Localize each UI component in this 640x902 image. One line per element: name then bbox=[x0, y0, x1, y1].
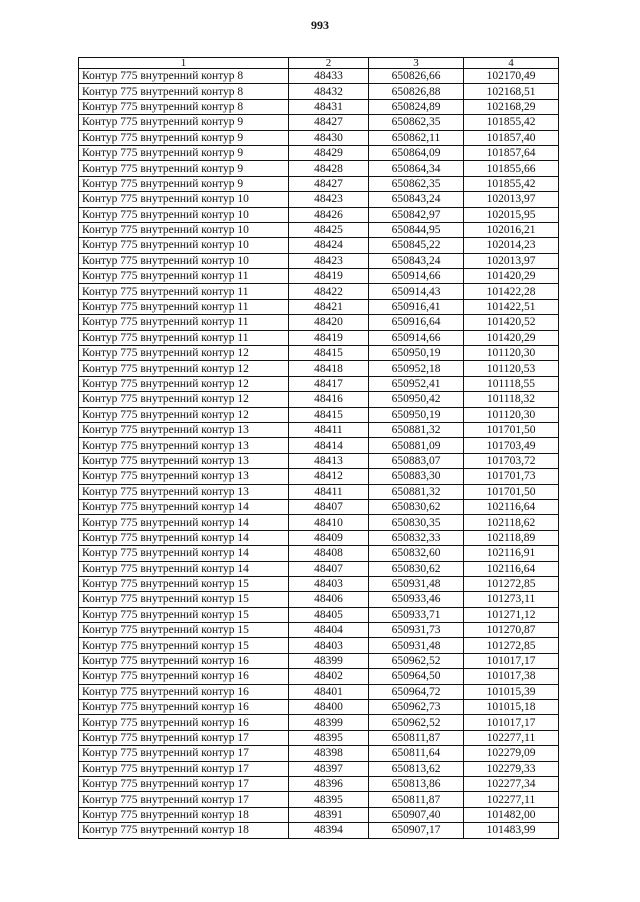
y-coordinate-cell: 102170,49 bbox=[464, 69, 559, 84]
y-coordinate-cell: 101701,50 bbox=[464, 422, 559, 437]
x-coordinate-cell: 650832,33 bbox=[369, 530, 464, 545]
x-coordinate-cell: 650813,62 bbox=[369, 761, 464, 776]
x-coordinate-cell: 650962,52 bbox=[369, 715, 464, 730]
x-coordinate-cell: 650811,64 bbox=[369, 746, 464, 761]
point-id-cell: 48399 bbox=[289, 715, 369, 730]
x-coordinate-cell: 650883,07 bbox=[369, 453, 464, 468]
y-coordinate-cell: 102168,51 bbox=[464, 84, 559, 99]
contour-name-cell: Контур 775 внутренний контур 9 bbox=[79, 130, 289, 145]
x-coordinate-cell: 650907,40 bbox=[369, 807, 464, 822]
point-id-cell: 48432 bbox=[289, 84, 369, 99]
point-id-cell: 48426 bbox=[289, 207, 369, 222]
table-row bbox=[79, 238, 559, 253]
table-row bbox=[79, 515, 559, 530]
point-id-cell: 48408 bbox=[289, 546, 369, 561]
contour-name-cell: Контур 775 внутренний контур 11 bbox=[79, 299, 289, 314]
x-coordinate-cell: 650964,50 bbox=[369, 669, 464, 684]
x-coordinate-cell: 650843,24 bbox=[369, 253, 464, 268]
table-row bbox=[79, 361, 559, 376]
x-coordinate-cell: 650933,46 bbox=[369, 592, 464, 607]
x-coordinate-cell: 650864,34 bbox=[369, 161, 464, 176]
point-id-cell: 48415 bbox=[289, 407, 369, 422]
y-coordinate-cell: 102013,97 bbox=[464, 192, 559, 207]
y-coordinate-cell: 101420,29 bbox=[464, 330, 559, 345]
point-id-cell: 48402 bbox=[289, 669, 369, 684]
x-coordinate-cell: 650914,66 bbox=[369, 330, 464, 345]
x-coordinate-cell: 650931,48 bbox=[369, 638, 464, 653]
x-coordinate-cell: 650843,24 bbox=[369, 192, 464, 207]
y-coordinate-cell: 101855,66 bbox=[464, 161, 559, 176]
point-id-cell: 48395 bbox=[289, 730, 369, 745]
x-coordinate-cell: 650916,64 bbox=[369, 315, 464, 330]
contour-name-cell: Контур 775 внутренний контур 9 bbox=[79, 115, 289, 130]
table-row bbox=[79, 130, 559, 145]
y-coordinate-cell: 102118,62 bbox=[464, 515, 559, 530]
contour-name-cell: Контур 775 внутренний контур 15 bbox=[79, 623, 289, 638]
contour-name-cell: Контур 775 внутренний контур 9 bbox=[79, 176, 289, 191]
point-id-cell: 48417 bbox=[289, 376, 369, 391]
table-row bbox=[79, 84, 559, 99]
point-id-cell: 48420 bbox=[289, 315, 369, 330]
point-id-cell: 48400 bbox=[289, 700, 369, 715]
table-row bbox=[79, 638, 559, 653]
point-id-cell: 48399 bbox=[289, 653, 369, 668]
contour-name-cell: Контур 775 внутренний контур 10 bbox=[79, 253, 289, 268]
x-coordinate-cell: 650883,30 bbox=[369, 469, 464, 484]
table-row bbox=[79, 792, 559, 807]
y-coordinate-cell: 102016,21 bbox=[464, 222, 559, 237]
y-coordinate-cell: 101420,29 bbox=[464, 269, 559, 284]
point-id-cell: 48430 bbox=[289, 130, 369, 145]
y-coordinate-cell: 102279,33 bbox=[464, 761, 559, 776]
y-coordinate-cell: 102116,91 bbox=[464, 546, 559, 561]
table-row bbox=[79, 484, 559, 499]
table-row bbox=[79, 730, 559, 745]
y-coordinate-cell: 101017,17 bbox=[464, 653, 559, 668]
point-id-cell: 48418 bbox=[289, 361, 369, 376]
point-id-cell: 48391 bbox=[289, 807, 369, 822]
contour-name-cell: Контур 775 внутренний контур 16 bbox=[79, 715, 289, 730]
table-row bbox=[79, 376, 559, 391]
y-coordinate-cell: 101271,12 bbox=[464, 607, 559, 622]
contour-name-cell: Контур 775 внутренний контур 9 bbox=[79, 145, 289, 160]
x-coordinate-cell: 650811,87 bbox=[369, 730, 464, 745]
table-body bbox=[79, 69, 559, 839]
point-id-cell: 48413 bbox=[289, 453, 369, 468]
y-coordinate-cell: 102118,89 bbox=[464, 530, 559, 545]
point-id-cell: 48397 bbox=[289, 761, 369, 776]
contour-name-cell: Контур 775 внутренний контур 10 bbox=[79, 192, 289, 207]
x-coordinate-cell: 650916,41 bbox=[369, 299, 464, 314]
y-coordinate-cell: 101420,52 bbox=[464, 315, 559, 330]
contour-name-cell: Контур 775 внутренний контур 12 bbox=[79, 361, 289, 376]
point-id-cell: 48396 bbox=[289, 776, 369, 791]
x-coordinate-cell: 650950,42 bbox=[369, 392, 464, 407]
table-row bbox=[79, 269, 559, 284]
y-coordinate-cell: 101703,49 bbox=[464, 438, 559, 453]
contour-name-cell: Контур 775 внутренний контур 10 bbox=[79, 238, 289, 253]
y-coordinate-cell: 101270,87 bbox=[464, 623, 559, 638]
y-coordinate-cell: 102116,64 bbox=[464, 499, 559, 514]
x-coordinate-cell: 650826,66 bbox=[369, 69, 464, 84]
x-coordinate-cell: 650950,19 bbox=[369, 407, 464, 422]
table-row bbox=[79, 715, 559, 730]
point-id-cell: 48419 bbox=[289, 330, 369, 345]
contour-name-cell: Контур 775 внутренний контур 8 bbox=[79, 84, 289, 99]
x-coordinate-cell: 650962,52 bbox=[369, 653, 464, 668]
table-row bbox=[79, 823, 559, 838]
table-row bbox=[79, 469, 559, 484]
table-row bbox=[79, 746, 559, 761]
point-id-cell: 48414 bbox=[289, 438, 369, 453]
x-coordinate-cell: 650862,35 bbox=[369, 176, 464, 191]
point-id-cell: 48424 bbox=[289, 238, 369, 253]
y-coordinate-cell: 101422,28 bbox=[464, 284, 559, 299]
table-row bbox=[79, 115, 559, 130]
column-header-4: 4 bbox=[464, 58, 559, 69]
contour-name-cell: Контур 775 внутренний контур 16 bbox=[79, 653, 289, 668]
table-row bbox=[79, 253, 559, 268]
column-header-2: 2 bbox=[289, 58, 369, 69]
x-coordinate-cell: 650826,88 bbox=[369, 84, 464, 99]
point-id-cell: 48428 bbox=[289, 161, 369, 176]
table-row bbox=[79, 438, 559, 453]
contour-name-cell: Контур 775 внутренний контур 18 bbox=[79, 807, 289, 822]
y-coordinate-cell: 101015,39 bbox=[464, 684, 559, 699]
x-coordinate-cell: 650864,09 bbox=[369, 145, 464, 160]
table-row bbox=[79, 669, 559, 684]
contour-name-cell: Контур 775 внутренний контур 10 bbox=[79, 207, 289, 222]
y-coordinate-cell: 102277,11 bbox=[464, 792, 559, 807]
point-id-cell: 48406 bbox=[289, 592, 369, 607]
contour-name-cell: Контур 775 внутренний контур 12 bbox=[79, 392, 289, 407]
table-row bbox=[79, 561, 559, 576]
y-coordinate-cell: 101701,73 bbox=[464, 469, 559, 484]
contour-name-cell: Контур 775 внутренний контур 15 bbox=[79, 607, 289, 622]
contour-name-cell: Контур 775 внутренний контур 13 bbox=[79, 438, 289, 453]
x-coordinate-cell: 650950,19 bbox=[369, 346, 464, 361]
point-id-cell: 48401 bbox=[289, 684, 369, 699]
table-row bbox=[79, 392, 559, 407]
point-id-cell: 48411 bbox=[289, 422, 369, 437]
x-coordinate-cell: 650931,73 bbox=[369, 623, 464, 638]
x-coordinate-cell: 650933,71 bbox=[369, 607, 464, 622]
point-id-cell: 48419 bbox=[289, 269, 369, 284]
table-row bbox=[79, 99, 559, 114]
contour-name-cell: Контур 775 внутренний контур 8 bbox=[79, 99, 289, 114]
table-row bbox=[79, 499, 559, 514]
contour-name-cell: Контур 775 внутренний контур 15 bbox=[79, 576, 289, 591]
x-coordinate-cell: 650881,32 bbox=[369, 422, 464, 437]
y-coordinate-cell: 101017,17 bbox=[464, 715, 559, 730]
contour-name-cell: Контур 775 внутренний контур 17 bbox=[79, 792, 289, 807]
contour-name-cell: Контур 775 внутренний контур 13 bbox=[79, 484, 289, 499]
y-coordinate-cell: 101118,55 bbox=[464, 376, 559, 391]
contour-name-cell: Контур 775 внутренний контур 13 bbox=[79, 453, 289, 468]
table-row bbox=[79, 607, 559, 622]
y-coordinate-cell: 101422,51 bbox=[464, 299, 559, 314]
contour-name-cell: Контур 775 внутренний контур 17 bbox=[79, 776, 289, 791]
y-coordinate-cell: 101273,11 bbox=[464, 592, 559, 607]
point-id-cell: 48433 bbox=[289, 69, 369, 84]
point-id-cell: 48403 bbox=[289, 576, 369, 591]
contour-name-cell: Контур 775 внутренний контур 14 bbox=[79, 561, 289, 576]
table-row bbox=[79, 192, 559, 207]
header-row bbox=[79, 58, 559, 69]
y-coordinate-cell: 101701,50 bbox=[464, 484, 559, 499]
table-row bbox=[79, 422, 559, 437]
point-id-cell: 48395 bbox=[289, 792, 369, 807]
x-coordinate-cell: 650952,41 bbox=[369, 376, 464, 391]
contour-name-cell: Контур 775 внутренний контур 14 bbox=[79, 499, 289, 514]
point-id-cell: 48410 bbox=[289, 515, 369, 530]
contour-name-cell: Контур 775 внутренний контур 10 bbox=[79, 222, 289, 237]
y-coordinate-cell: 101272,85 bbox=[464, 638, 559, 653]
table-row bbox=[79, 284, 559, 299]
table-row bbox=[79, 776, 559, 791]
y-coordinate-cell: 101703,72 bbox=[464, 453, 559, 468]
table-row bbox=[79, 807, 559, 822]
contour-name-cell: Контур 775 внутренний контур 8 bbox=[79, 69, 289, 84]
point-id-cell: 48407 bbox=[289, 561, 369, 576]
x-coordinate-cell: 650931,48 bbox=[369, 576, 464, 591]
y-coordinate-cell: 101483,99 bbox=[464, 823, 559, 838]
y-coordinate-cell: 101015,18 bbox=[464, 700, 559, 715]
point-id-cell: 48405 bbox=[289, 607, 369, 622]
contour-name-cell: Контур 775 внутренний контур 16 bbox=[79, 684, 289, 699]
contour-name-cell: Контур 775 внутренний контур 9 bbox=[79, 161, 289, 176]
x-coordinate-cell: 650914,43 bbox=[369, 284, 464, 299]
table-row bbox=[79, 161, 559, 176]
table-row bbox=[79, 69, 559, 84]
x-coordinate-cell: 650907,17 bbox=[369, 823, 464, 838]
table-row bbox=[79, 530, 559, 545]
x-coordinate-cell: 650811,87 bbox=[369, 792, 464, 807]
y-coordinate-cell: 101857,40 bbox=[464, 130, 559, 145]
point-id-cell: 48416 bbox=[289, 392, 369, 407]
x-coordinate-cell: 650832,60 bbox=[369, 546, 464, 561]
contour-name-cell: Контур 775 внутренний контур 17 bbox=[79, 730, 289, 745]
table-header bbox=[79, 58, 559, 69]
column-header-3: 3 bbox=[369, 58, 464, 69]
y-coordinate-cell: 102116,64 bbox=[464, 561, 559, 576]
y-coordinate-cell: 102277,11 bbox=[464, 730, 559, 745]
contour-name-cell: Контур 775 внутренний контур 13 bbox=[79, 469, 289, 484]
point-id-cell: 48423 bbox=[289, 192, 369, 207]
point-id-cell: 48429 bbox=[289, 145, 369, 160]
x-coordinate-cell: 650824,89 bbox=[369, 99, 464, 114]
point-id-cell: 48422 bbox=[289, 284, 369, 299]
y-coordinate-cell: 101120,30 bbox=[464, 346, 559, 361]
x-coordinate-cell: 650862,35 bbox=[369, 115, 464, 130]
contour-name-cell: Контур 775 внутренний контур 18 bbox=[79, 823, 289, 838]
x-coordinate-cell: 650914,66 bbox=[369, 269, 464, 284]
contour-name-cell: Контур 775 внутренний контур 13 bbox=[79, 422, 289, 437]
point-id-cell: 48403 bbox=[289, 638, 369, 653]
contour-name-cell: Контур 775 внутренний контур 17 bbox=[79, 746, 289, 761]
point-id-cell: 48427 bbox=[289, 176, 369, 191]
contour-name-cell: Контур 775 внутренний контур 11 bbox=[79, 269, 289, 284]
table-row bbox=[79, 700, 559, 715]
table-row bbox=[79, 299, 559, 314]
table-row bbox=[79, 315, 559, 330]
contour-name-cell: Контур 775 внутренний контур 16 bbox=[79, 669, 289, 684]
table-row bbox=[79, 145, 559, 160]
y-coordinate-cell: 101855,42 bbox=[464, 176, 559, 191]
x-coordinate-cell: 650962,73 bbox=[369, 700, 464, 715]
x-coordinate-cell: 650830,62 bbox=[369, 499, 464, 514]
table-row bbox=[79, 453, 559, 468]
table-row bbox=[79, 684, 559, 699]
y-coordinate-cell: 101118,32 bbox=[464, 392, 559, 407]
y-coordinate-cell: 101017,38 bbox=[464, 669, 559, 684]
table-row bbox=[79, 546, 559, 561]
table-row bbox=[79, 653, 559, 668]
y-coordinate-cell: 102277,34 bbox=[464, 776, 559, 791]
table-row bbox=[79, 592, 559, 607]
contour-name-cell: Контур 775 внутренний контур 16 bbox=[79, 700, 289, 715]
y-coordinate-cell: 101120,53 bbox=[464, 361, 559, 376]
table-row bbox=[79, 346, 559, 361]
table-row bbox=[79, 222, 559, 237]
x-coordinate-cell: 650964,72 bbox=[369, 684, 464, 699]
x-coordinate-cell: 650813,86 bbox=[369, 776, 464, 791]
y-coordinate-cell: 101120,30 bbox=[464, 407, 559, 422]
point-id-cell: 48415 bbox=[289, 346, 369, 361]
x-coordinate-cell: 650952,18 bbox=[369, 361, 464, 376]
point-id-cell: 48421 bbox=[289, 299, 369, 314]
contour-name-cell: Контур 775 внутренний контур 11 bbox=[79, 284, 289, 299]
contour-name-cell: Контур 775 внутренний контур 11 bbox=[79, 330, 289, 345]
table-row bbox=[79, 407, 559, 422]
table-row bbox=[79, 330, 559, 345]
contour-name-cell: Контур 775 внутренний контур 12 bbox=[79, 376, 289, 391]
table-row bbox=[79, 623, 559, 638]
y-coordinate-cell: 101482,00 bbox=[464, 807, 559, 822]
y-coordinate-cell: 101857,64 bbox=[464, 145, 559, 160]
y-coordinate-cell: 102279,09 bbox=[464, 746, 559, 761]
page-number: 993 bbox=[311, 18, 329, 32]
contour-name-cell: Контур 775 внутренний контур 12 bbox=[79, 407, 289, 422]
coordinates-table bbox=[78, 57, 559, 839]
y-coordinate-cell: 101855,42 bbox=[464, 115, 559, 130]
y-coordinate-cell: 101272,85 bbox=[464, 576, 559, 591]
x-coordinate-cell: 650844,95 bbox=[369, 222, 464, 237]
point-id-cell: 48407 bbox=[289, 499, 369, 514]
contour-name-cell: Контур 775 внутренний контур 17 bbox=[79, 761, 289, 776]
point-id-cell: 48411 bbox=[289, 484, 369, 499]
point-id-cell: 48404 bbox=[289, 623, 369, 638]
x-coordinate-cell: 650842,97 bbox=[369, 207, 464, 222]
column-header-1: 1 bbox=[79, 58, 289, 69]
contour-name-cell: Контур 775 внутренний контур 11 bbox=[79, 315, 289, 330]
table-row bbox=[79, 207, 559, 222]
contour-name-cell: Контур 775 внутренний контур 14 bbox=[79, 546, 289, 561]
table-row bbox=[79, 176, 559, 191]
contour-name-cell: Контур 775 внутренний контур 15 bbox=[79, 592, 289, 607]
y-coordinate-cell: 102013,97 bbox=[464, 253, 559, 268]
y-coordinate-cell: 102014,23 bbox=[464, 238, 559, 253]
x-coordinate-cell: 650830,35 bbox=[369, 515, 464, 530]
point-id-cell: 48427 bbox=[289, 115, 369, 130]
point-id-cell: 48394 bbox=[289, 823, 369, 838]
x-coordinate-cell: 650881,09 bbox=[369, 438, 464, 453]
table-row bbox=[79, 761, 559, 776]
point-id-cell: 48398 bbox=[289, 746, 369, 761]
y-coordinate-cell: 102168,29 bbox=[464, 99, 559, 114]
x-coordinate-cell: 650830,62 bbox=[369, 561, 464, 576]
x-coordinate-cell: 650862,11 bbox=[369, 130, 464, 145]
point-id-cell: 48412 bbox=[289, 469, 369, 484]
contour-name-cell: Контур 775 внутренний контур 14 bbox=[79, 515, 289, 530]
y-coordinate-cell: 102015,95 bbox=[464, 207, 559, 222]
contour-name-cell: Контур 775 внутренний контур 12 bbox=[79, 346, 289, 361]
point-id-cell: 48431 bbox=[289, 99, 369, 114]
x-coordinate-cell: 650845,22 bbox=[369, 238, 464, 253]
point-id-cell: 48425 bbox=[289, 222, 369, 237]
contour-name-cell: Контур 775 внутренний контур 14 bbox=[79, 530, 289, 545]
table-row bbox=[79, 576, 559, 591]
x-coordinate-cell: 650881,32 bbox=[369, 484, 464, 499]
point-id-cell: 48409 bbox=[289, 530, 369, 545]
point-id-cell: 48423 bbox=[289, 253, 369, 268]
contour-name-cell: Контур 775 внутренний контур 15 bbox=[79, 638, 289, 653]
